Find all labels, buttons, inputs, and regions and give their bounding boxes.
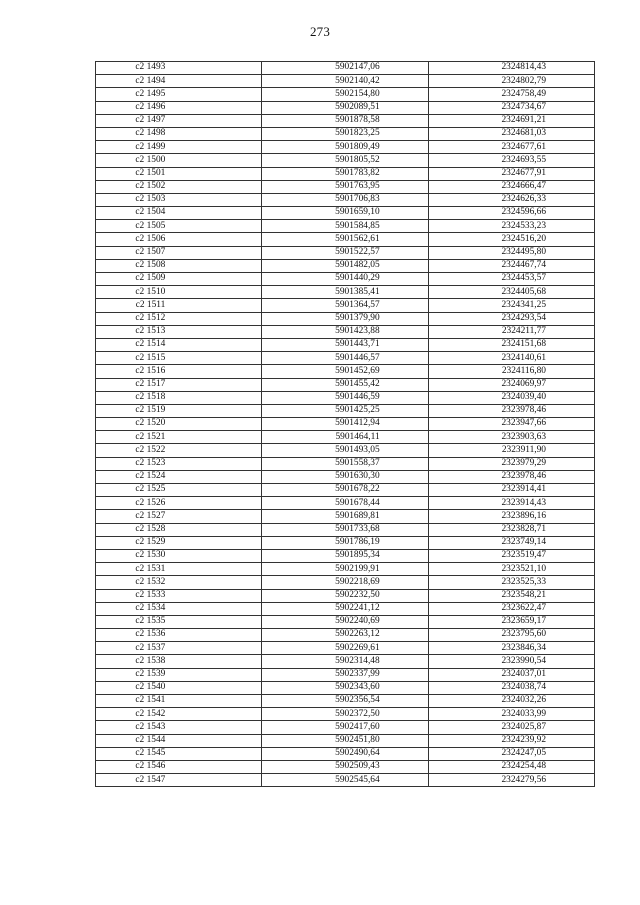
y-coordinate-cell: 2323749,14 [428,536,594,549]
table-row [96,101,595,114]
y-coordinate-cell: 2324677,91 [428,167,594,180]
x-coordinate-cell: 5902343,60 [262,681,428,694]
y-coordinate-cell: 2324033,99 [428,708,594,721]
point-id-cell: c2 1494 [96,75,262,88]
x-coordinate-cell: 5901379,90 [262,312,428,325]
y-coordinate-cell: 2324247,05 [428,747,594,760]
point-id-cell: c2 1514 [96,338,262,351]
y-coordinate-cell: 2323659,17 [428,615,594,628]
point-id-cell: c2 1532 [96,576,262,589]
point-id-cell: c2 1527 [96,510,262,523]
x-coordinate-cell: 5902218,69 [262,576,428,589]
x-coordinate-cell: 5902154,80 [262,88,428,101]
x-coordinate-cell: 5902241,12 [262,602,428,615]
point-id-cell: c2 1526 [96,497,262,510]
table-row [96,299,595,312]
point-id-cell: c2 1504 [96,207,262,220]
table-row [96,404,595,417]
point-id-cell: c2 1525 [96,484,262,497]
point-id-cell: c2 1545 [96,747,262,760]
x-coordinate-cell: 5902089,51 [262,101,428,114]
table-row [96,167,595,180]
table-row [96,470,595,483]
x-coordinate-cell: 5902240,69 [262,615,428,628]
y-coordinate-cell: 2323914,43 [428,497,594,510]
y-coordinate-cell: 2324453,57 [428,273,594,286]
coordinates-table-body [96,62,595,787]
point-id-cell: c2 1518 [96,391,262,404]
x-coordinate-cell: 5901733,68 [262,523,428,536]
x-coordinate-cell: 5901452,69 [262,365,428,378]
point-id-cell: c2 1515 [96,352,262,365]
point-id-cell: c2 1535 [96,615,262,628]
table-row [96,444,595,457]
y-coordinate-cell: 2324025,87 [428,721,594,734]
y-coordinate-cell: 2324802,79 [428,75,594,88]
point-id-cell: c2 1503 [96,193,262,206]
table-row [96,760,595,773]
x-coordinate-cell: 5901440,29 [262,273,428,286]
x-coordinate-cell: 5902199,91 [262,563,428,576]
x-coordinate-cell: 5902232,50 [262,589,428,602]
table-row [96,154,595,167]
table-row [96,88,595,101]
table-row [96,629,595,642]
point-id-cell: c2 1531 [96,563,262,576]
x-coordinate-cell: 5901584,85 [262,220,428,233]
y-coordinate-cell: 2323846,34 [428,642,594,655]
point-id-cell: c2 1530 [96,549,262,562]
x-coordinate-cell: 5902490,64 [262,747,428,760]
point-id-cell: c2 1496 [96,101,262,114]
table-row [96,62,595,75]
point-id-cell: c2 1521 [96,431,262,444]
table-row [96,642,595,655]
y-coordinate-cell: 2324596,66 [428,207,594,220]
y-coordinate-cell: 2323896,16 [428,510,594,523]
y-coordinate-cell: 2323828,71 [428,523,594,536]
point-id-cell: c2 1547 [96,774,262,787]
table-row [96,259,595,272]
table-row [96,431,595,444]
y-coordinate-cell: 2324405,68 [428,286,594,299]
table-row [96,391,595,404]
point-id-cell: c2 1533 [96,589,262,602]
table-row [96,563,595,576]
table-row [96,681,595,694]
y-coordinate-cell: 2323978,46 [428,404,594,417]
x-coordinate-cell: 5902337,99 [262,668,428,681]
x-coordinate-cell: 5901706,83 [262,193,428,206]
point-id-cell: c2 1523 [96,457,262,470]
y-coordinate-cell: 2324116,80 [428,365,594,378]
point-id-cell: c2 1495 [96,88,262,101]
y-coordinate-cell: 2323622,47 [428,602,594,615]
x-coordinate-cell: 5901678,22 [262,484,428,497]
table-row [96,497,595,510]
y-coordinate-cell: 2323521,10 [428,563,594,576]
x-coordinate-cell: 5901562,61 [262,233,428,246]
x-coordinate-cell: 5901558,37 [262,457,428,470]
table-row [96,536,595,549]
y-coordinate-cell: 2324069,97 [428,378,594,391]
x-coordinate-cell: 5901464,11 [262,431,428,444]
point-id-cell: c2 1502 [96,180,262,193]
point-id-cell: c2 1541 [96,695,262,708]
y-coordinate-cell: 2324734,67 [428,101,594,114]
point-id-cell: c2 1513 [96,325,262,338]
x-coordinate-cell: 5901786,19 [262,536,428,549]
table-row [96,695,595,708]
x-coordinate-cell: 5902314,48 [262,655,428,668]
point-id-cell: c2 1512 [96,312,262,325]
y-coordinate-cell: 2324677,61 [428,141,594,154]
x-coordinate-cell: 5901659,10 [262,207,428,220]
x-coordinate-cell: 5901783,82 [262,167,428,180]
table-row [96,734,595,747]
x-coordinate-cell: 5902509,43 [262,760,428,773]
point-id-cell: c2 1516 [96,365,262,378]
coordinates-table [95,61,595,787]
point-id-cell: c2 1501 [96,167,262,180]
point-id-cell: c2 1519 [96,404,262,417]
point-id-cell: c2 1538 [96,655,262,668]
x-coordinate-cell: 5901763,95 [262,180,428,193]
point-id-cell: c2 1524 [96,470,262,483]
y-coordinate-cell: 2324151,68 [428,338,594,351]
point-id-cell: c2 1506 [96,233,262,246]
table-row [96,668,595,681]
table-row [96,338,595,351]
table-row [96,549,595,562]
table-row [96,114,595,127]
point-id-cell: c2 1505 [96,220,262,233]
table-row [96,510,595,523]
y-coordinate-cell: 2324038,74 [428,681,594,694]
table-row [96,747,595,760]
x-coordinate-cell: 5902269,61 [262,642,428,655]
table-row [96,721,595,734]
x-coordinate-cell: 5901823,25 [262,127,428,140]
x-coordinate-cell: 5902147,06 [262,62,428,75]
y-coordinate-cell: 2324666,47 [428,180,594,193]
table-row [96,457,595,470]
y-coordinate-cell: 2323519,47 [428,549,594,562]
y-coordinate-cell: 2323947,66 [428,418,594,431]
y-coordinate-cell: 2324239,92 [428,734,594,747]
x-coordinate-cell: 5901878,58 [262,114,428,127]
table-row [96,246,595,259]
y-coordinate-cell: 2324681,03 [428,127,594,140]
point-id-cell: c2 1537 [96,642,262,655]
y-coordinate-cell: 2324293,54 [428,312,594,325]
point-id-cell: c2 1542 [96,708,262,721]
y-coordinate-cell: 2324279,56 [428,774,594,787]
table-row [96,75,595,88]
x-coordinate-cell: 5901493,05 [262,444,428,457]
y-coordinate-cell: 2324626,33 [428,193,594,206]
x-coordinate-cell: 5901385,41 [262,286,428,299]
y-coordinate-cell: 2323914,41 [428,484,594,497]
x-coordinate-cell: 5902545,64 [262,774,428,787]
point-id-cell: c2 1497 [96,114,262,127]
table-row [96,312,595,325]
y-coordinate-cell: 2323990,54 [428,655,594,668]
x-coordinate-cell: 5901446,57 [262,352,428,365]
point-id-cell: c2 1507 [96,246,262,259]
x-coordinate-cell: 5901455,42 [262,378,428,391]
point-id-cell: c2 1517 [96,378,262,391]
y-coordinate-cell: 2324211,77 [428,325,594,338]
x-coordinate-cell: 5901678,44 [262,497,428,510]
table-row [96,576,595,589]
point-id-cell: c2 1546 [96,760,262,773]
point-id-cell: c2 1498 [96,127,262,140]
y-coordinate-cell: 2323795,60 [428,629,594,642]
table-row [96,708,595,721]
point-id-cell: c2 1510 [96,286,262,299]
x-coordinate-cell: 5901805,52 [262,154,428,167]
point-id-cell: c2 1520 [96,418,262,431]
y-coordinate-cell: 2324254,48 [428,760,594,773]
table-row [96,193,595,206]
point-id-cell: c2 1522 [96,444,262,457]
x-coordinate-cell: 5901412,94 [262,418,428,431]
table-row [96,325,595,338]
table-row [96,207,595,220]
table-row [96,774,595,787]
y-coordinate-cell: 2324140,61 [428,352,594,365]
table-row [96,180,595,193]
x-coordinate-cell: 5902451,80 [262,734,428,747]
point-id-cell: c2 1544 [96,734,262,747]
x-coordinate-cell: 5901522,57 [262,246,428,259]
y-coordinate-cell: 2323979,29 [428,457,594,470]
table-row [96,615,595,628]
x-coordinate-cell: 5901630,30 [262,470,428,483]
y-coordinate-cell: 2323525,33 [428,576,594,589]
y-coordinate-cell: 2324467,74 [428,259,594,272]
point-id-cell: c2 1528 [96,523,262,536]
page-number: 273 [309,24,331,39]
x-coordinate-cell: 5901689,81 [262,510,428,523]
table-row [96,127,595,140]
y-coordinate-cell: 2324037,01 [428,668,594,681]
table-row [96,378,595,391]
point-id-cell: c2 1539 [96,668,262,681]
x-coordinate-cell: 5901809,49 [262,141,428,154]
y-coordinate-cell: 2324032,26 [428,695,594,708]
table-row [96,418,595,431]
y-coordinate-cell: 2323548,21 [428,589,594,602]
table-row [96,233,595,246]
table-row [96,602,595,615]
y-coordinate-cell: 2323978,46 [428,470,594,483]
y-coordinate-cell: 2324495,80 [428,246,594,259]
y-coordinate-cell: 2324691,21 [428,114,594,127]
table-row [96,273,595,286]
point-id-cell: c2 1511 [96,299,262,312]
y-coordinate-cell: 2323903,63 [428,431,594,444]
point-id-cell: c2 1534 [96,602,262,615]
x-coordinate-cell: 5901364,57 [262,299,428,312]
x-coordinate-cell: 5902140,42 [262,75,428,88]
point-id-cell: c2 1508 [96,259,262,272]
table-row [96,655,595,668]
point-id-cell: c2 1499 [96,141,262,154]
x-coordinate-cell: 5901482,05 [262,259,428,272]
y-coordinate-cell: 2324516,20 [428,233,594,246]
x-coordinate-cell: 5902372,50 [262,708,428,721]
point-id-cell: c2 1509 [96,273,262,286]
x-coordinate-cell: 5902417,60 [262,721,428,734]
table-row [96,141,595,154]
x-coordinate-cell: 5901423,88 [262,325,428,338]
table-row [96,484,595,497]
y-coordinate-cell: 2324814,43 [428,62,594,75]
y-coordinate-cell: 2324341,25 [428,299,594,312]
y-coordinate-cell: 2323911,90 [428,444,594,457]
point-id-cell: c2 1543 [96,721,262,734]
x-coordinate-cell: 5901443,71 [262,338,428,351]
table-row [96,220,595,233]
point-id-cell: c2 1536 [96,629,262,642]
table-row [96,286,595,299]
table-row [96,352,595,365]
table-row [96,523,595,536]
y-coordinate-cell: 2324693,55 [428,154,594,167]
y-coordinate-cell: 2324039,40 [428,391,594,404]
y-coordinate-cell: 2324533,23 [428,220,594,233]
y-coordinate-cell: 2324758,49 [428,88,594,101]
x-coordinate-cell: 5901446,59 [262,391,428,404]
x-coordinate-cell: 5902356,54 [262,695,428,708]
table-row [96,365,595,378]
x-coordinate-cell: 5901425,25 [262,404,428,417]
table-row [96,589,595,602]
x-coordinate-cell: 5902263,12 [262,629,428,642]
x-coordinate-cell: 5901895,34 [262,549,428,562]
point-id-cell: c2 1493 [96,62,262,75]
point-id-cell: c2 1540 [96,681,262,694]
point-id-cell: c2 1529 [96,536,262,549]
point-id-cell: c2 1500 [96,154,262,167]
